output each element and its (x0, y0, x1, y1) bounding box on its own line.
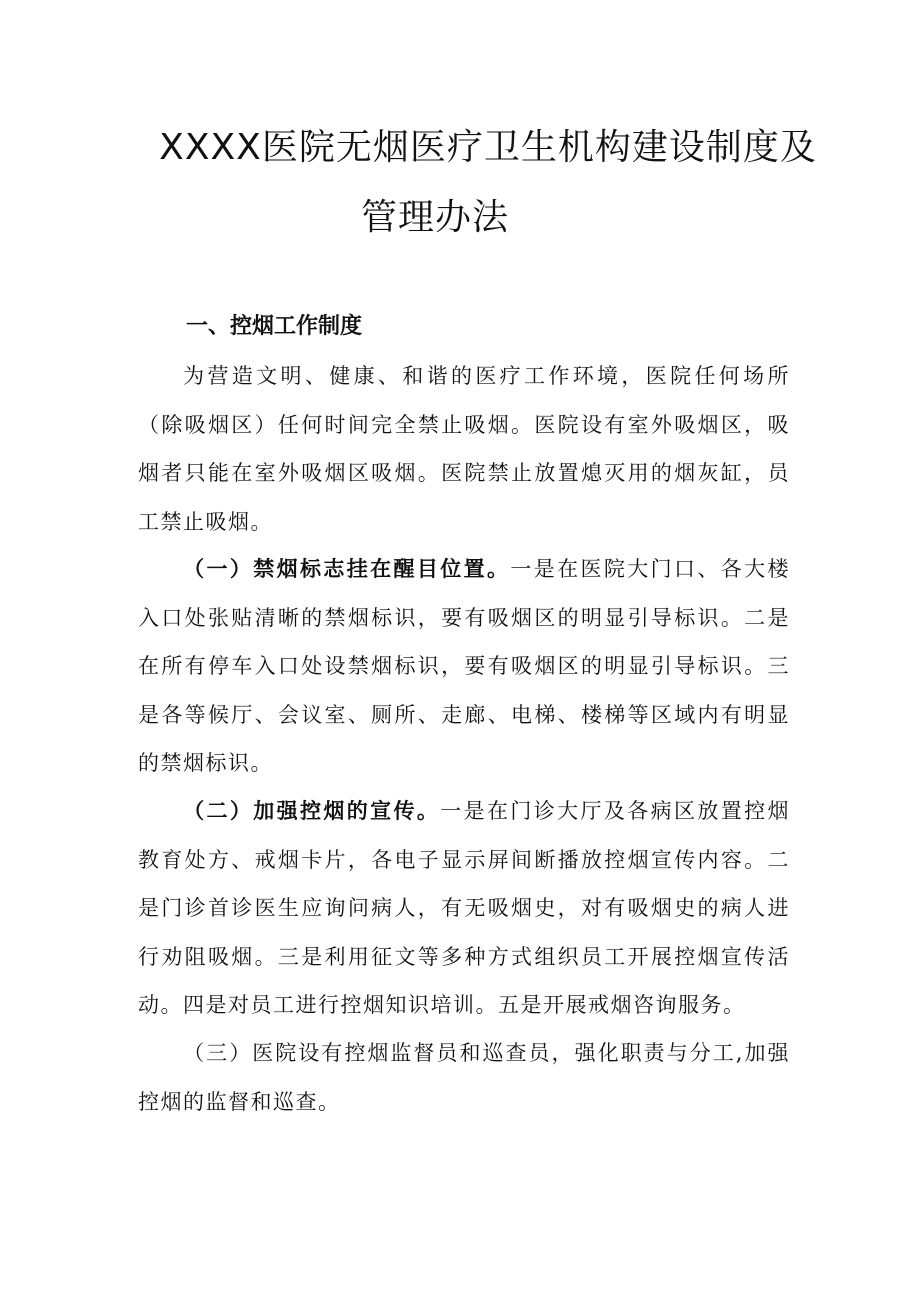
document-title-line-2: 管理办法 (360, 197, 509, 238)
intro-paragraph: 为营造文明、健康、和谐的医疗工作环境，医院任何场所（除吸烟区）任何时间完全禁止吸烟。医院设有室外吸烟区，吸烟者只能在室外吸烟区吸烟。医院禁止放置熄灭用的烟灰缸，员工禁止吸烟。 (138, 364, 790, 534)
item-paragraph-1 (138, 545, 790, 788)
item-body-3: （三）医院设有控烟监督员和巡查员，强化职责与分工,加强控烟的监督和巡查。 (138, 1041, 790, 1114)
item-paragraph-2 (138, 787, 790, 1030)
item-lead-2: （二）加强控烟的宣传。 (183, 799, 441, 823)
document-title-line-1: XXXX医院无烟医疗卫生机构建设制度及 (159, 127, 817, 168)
item-paragraph-3 (138, 1029, 790, 1126)
item-lead-1: （一）禁烟标志挂在醒目位置。 (183, 557, 511, 581)
item-body-2: 一是在门诊大厅及各病区放置控烟教育处方、戒烟卡片，各电子显示屏间断播放控烟宣传内容。二是门诊首诊医生应询问病人，有无吸烟史，对有吸烟史的病人进行劝阻吸烟。三是利用征文等多种方式组织员工开展控烟宣传活动。四是对员工进行控烟知识培训。五是开展戒烟咨询服务。 (138, 799, 791, 1017)
item-body-1: 一是在医院大门口、各大楼入口处张贴清晰的禁烟标识，要有吸烟区的明显引导标识。二是在所有停车入口处设禁烟标识，要有吸烟区的明显引导标识。三是各等候厅、会议室、厕所、走廊、电梯、楼梯等区域内有明显的禁烟标识。 (138, 557, 791, 775)
section-heading: 一、控烟工作制度 (186, 314, 363, 339)
